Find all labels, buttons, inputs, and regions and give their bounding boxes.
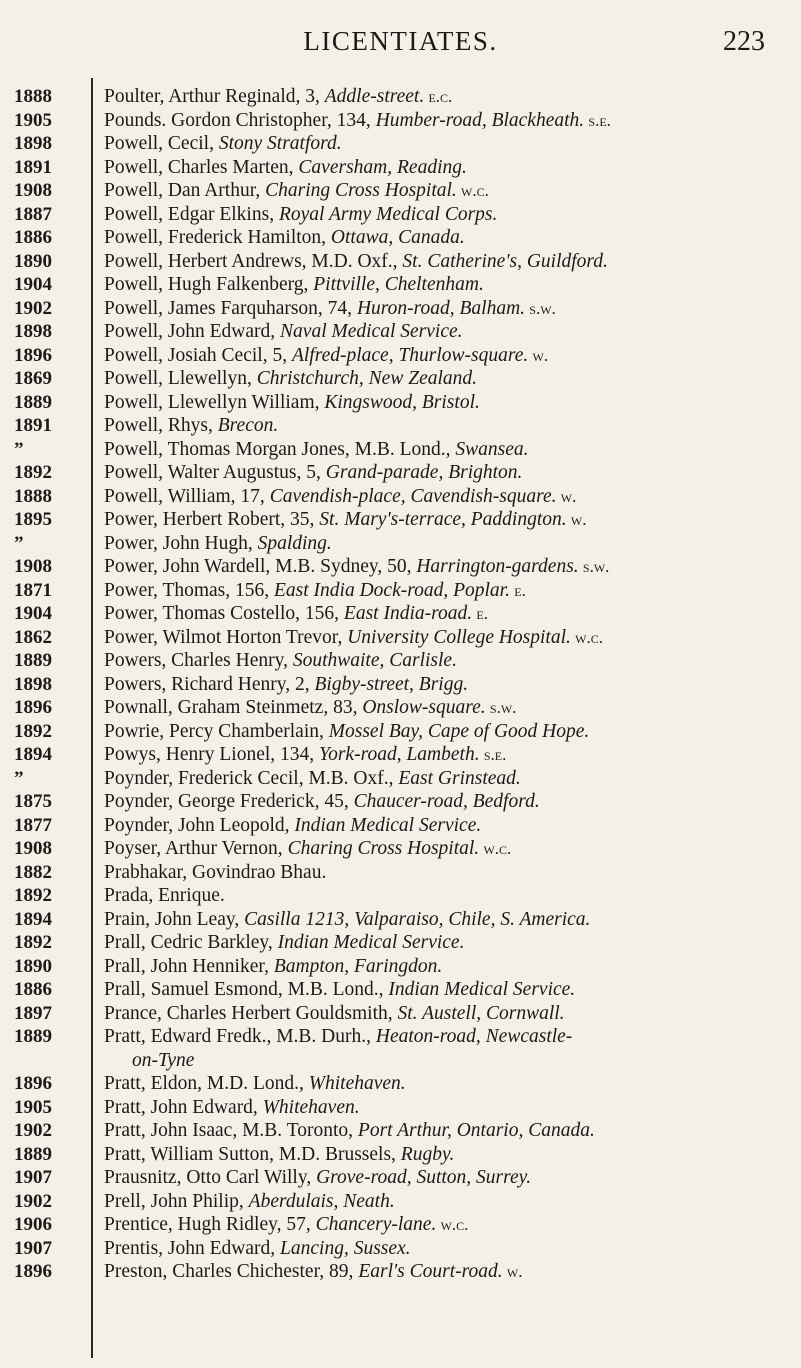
entry-name: Prance, Charles Herbert Gouldsmith, — [104, 1002, 398, 1024]
entry-address-continuation: on-Tyne — [132, 1049, 195, 1071]
list-item — [0, 673, 801, 697]
entry-year: 1875 — [14, 791, 52, 812]
entry-text — [104, 391, 784, 415]
entry-address: Royal Army Medical Corps. — [278, 203, 498, 225]
running-title: LICENTIATES. — [303, 26, 498, 56]
entry-year: 1906 — [14, 1214, 52, 1235]
list-item — [0, 649, 801, 673]
entry-year: 1896 — [14, 1073, 52, 1094]
entry-year: 1907 — [14, 1237, 52, 1259]
entry-name: Powell, Dan Arthur, — [104, 180, 266, 201]
entry-text — [104, 1190, 784, 1214]
entry-text — [104, 226, 784, 250]
entry-year: 1896 — [14, 697, 52, 718]
entry-address: Indian Medical Service. — [388, 979, 576, 1000]
list-item — [0, 931, 801, 955]
list-item — [0, 273, 801, 297]
entry-year: 1897 — [14, 1002, 52, 1024]
entry-year: 1891 — [14, 415, 52, 436]
entry-name: Powrie, Percy Chamberlain, — [104, 720, 329, 742]
entry-name: Power, Herbert Robert, 35, — [104, 509, 320, 530]
entry-address: Grove-road, Sutton, Surrey. — [316, 1167, 532, 1188]
entry-address: Alfred-place, Thurlow-square. — [291, 344, 529, 366]
entry-text — [104, 532, 784, 556]
entry-name: Powers, Charles Henry, — [104, 650, 293, 671]
entry-text — [104, 1096, 784, 1120]
entry-name: Powell, Hugh Falkenberg, — [104, 274, 314, 295]
list-item — [0, 226, 801, 250]
list-item — [0, 508, 801, 532]
entry-year: 1895 — [14, 509, 52, 530]
entry-address: Humber-road, Blackheath. — [375, 109, 585, 131]
entry-address: St. Catherine's, Guildford. — [402, 250, 608, 272]
entry-name: Powell, Rhys, — [104, 415, 218, 436]
entry-address: Indian Medical Service. — [277, 932, 465, 953]
entry-text — [104, 414, 784, 438]
entry-name: Powell, Llewellyn, — [104, 368, 257, 389]
entry-address: Port Arthur, Ontario, Canada. — [357, 1120, 595, 1141]
entry-text — [104, 602, 784, 626]
list-item — [0, 485, 801, 509]
entry-name: Powell, James Farquharson, 74, — [104, 297, 357, 319]
entry-name: Prentice, Hugh Ridley, 57, — [104, 1214, 316, 1235]
list-item — [0, 250, 801, 274]
entry-name: Poynder, Frederick Cecil, M.B. Oxf., — [104, 767, 399, 789]
entry-year: 1902 — [14, 1120, 52, 1141]
entry-year: 1908 — [14, 180, 52, 201]
entry-address: Charing Cross Hospital. — [265, 180, 457, 201]
list-item — [0, 1143, 801, 1167]
entry-name: Powell, Herbert Andrews, M.D. Oxf., — [104, 250, 403, 272]
entry-year: 1871 — [14, 579, 52, 601]
entry-year: 1877 — [14, 814, 52, 836]
list-item — [0, 132, 801, 156]
list-item — [0, 1166, 801, 1190]
entry-name: Pratt, Eldon, M.D. Lond., — [104, 1073, 309, 1094]
entry-text — [104, 203, 784, 227]
entry-address: Christchurch, New Zealand. — [256, 368, 478, 389]
list-item — [0, 861, 801, 885]
list-item — [0, 1096, 801, 1120]
entry-district: w. — [556, 486, 577, 506]
entry-address: Grand-parade, Brighton. — [325, 462, 523, 483]
list-item — [0, 156, 801, 180]
list-item — [0, 461, 801, 485]
entry-address: Aberdulais, Neath. — [248, 1190, 395, 1212]
entry-district: w.c. — [436, 1215, 469, 1234]
list-item — [0, 532, 801, 556]
entry-text — [104, 273, 784, 297]
entry-year: 1898 — [14, 673, 52, 695]
entry-district: s.e. — [584, 110, 611, 130]
entry-year: 1896 — [14, 344, 52, 366]
entry-text — [104, 908, 784, 932]
entry-text — [104, 1072, 784, 1096]
entry-text — [104, 1143, 784, 1167]
entry-district: e. — [509, 580, 526, 600]
entry-name: Powell, Charles Marten, — [104, 156, 299, 178]
entry-name: Power, Thomas, 156, — [104, 579, 275, 601]
entry-year: 1890 — [14, 955, 52, 977]
entry-address: Rugby. — [400, 1143, 455, 1165]
entry-text — [104, 696, 784, 720]
entry-name: Pratt, Edward Fredk., M.B. Durh., — [104, 1026, 376, 1047]
entry-year: 1908 — [14, 556, 52, 577]
entry-name: Powell, Edgar Elkins, — [104, 203, 279, 225]
entry-name: Pratt, William Sutton, M.D. Brussels, — [104, 1143, 401, 1165]
entry-text — [104, 978, 784, 1002]
entry-text — [104, 626, 784, 650]
entry-year: 1889 — [14, 1026, 52, 1047]
entry-address: Pittville, Cheltenham. — [313, 274, 484, 295]
entry-address: Whitehaven. — [262, 1096, 360, 1118]
entry-text — [104, 1260, 784, 1284]
list-item — [0, 1025, 801, 1072]
entry-year: 1902 — [14, 1190, 52, 1212]
entry-text — [104, 461, 784, 485]
entry-district: s.e. — [479, 745, 507, 764]
entry-address: Caversham, Reading. — [298, 156, 467, 178]
entry-district: e.c. — [424, 87, 453, 106]
entry-year: 1888 — [14, 86, 52, 107]
entry-year: ” — [14, 532, 24, 554]
entry-name: Powers, Richard Henry, 2, — [104, 673, 315, 695]
entry-text — [104, 156, 784, 180]
entry-year: 1892 — [14, 462, 52, 483]
entry-address: St. Austell, Cornwall. — [397, 1002, 565, 1024]
entry-text — [104, 250, 784, 274]
list-item — [0, 696, 801, 720]
entry-district: s.w. — [485, 698, 517, 717]
entry-year: 1869 — [14, 368, 52, 389]
entry-address: Whitehaven. — [308, 1073, 406, 1094]
entry-text — [104, 85, 784, 109]
entry-year: 1887 — [14, 203, 52, 225]
list-item — [0, 602, 801, 626]
entry-year: 1904 — [14, 274, 52, 295]
entry-text — [104, 861, 784, 885]
list-item — [0, 344, 801, 368]
list-item — [0, 179, 801, 203]
entry-name: Powell, Josiah Cecil, 5, — [104, 344, 292, 366]
entry-address: Spalding. — [257, 532, 332, 554]
entry-text — [104, 579, 784, 603]
list-item — [0, 837, 801, 861]
entry-year: 1889 — [14, 650, 52, 671]
entry-year: 1892 — [14, 720, 52, 742]
entry-district: w.c. — [479, 839, 512, 858]
entry-address: Chancery-lane. — [315, 1214, 437, 1235]
entry-district: s.w. — [578, 557, 610, 576]
entry-text — [104, 884, 784, 908]
entry-text — [104, 1166, 784, 1190]
entry-text — [104, 320, 784, 344]
entry-text — [104, 814, 784, 838]
entry-name: Pratt, John Isaac, M.B. Toronto, — [104, 1120, 358, 1141]
entry-address: Naval Medical Service. — [280, 321, 463, 342]
entry-year: ” — [14, 438, 24, 460]
entry-address: Chaucer-road, Bedford. — [353, 791, 540, 812]
entry-name: Powell, Cecil, — [104, 133, 219, 154]
list-item — [0, 767, 801, 791]
entry-text — [104, 555, 784, 579]
list-item — [0, 1237, 801, 1261]
entry-name: Prell, John Philip, — [104, 1190, 249, 1212]
list-item — [0, 1119, 801, 1143]
entry-text — [104, 1119, 784, 1143]
entry-text — [104, 485, 784, 509]
entry-year: 1891 — [14, 156, 52, 178]
entry-year: 1890 — [14, 250, 52, 272]
list-item — [0, 1072, 801, 1096]
entry-year: 1894 — [14, 908, 52, 930]
list-item — [0, 85, 801, 109]
entry-address: Bampton, Faringdon. — [273, 955, 443, 977]
entry-text — [104, 297, 784, 321]
list-item — [0, 1190, 801, 1214]
entry-address: Swansea. — [455, 438, 529, 460]
entry-name: Powys, Henry Lionel, 134, — [104, 744, 320, 765]
entry-district: w.c. — [456, 181, 489, 200]
entry-name: Prentis, John Edward, — [104, 1237, 281, 1259]
entry-text — [104, 673, 784, 697]
list-item — [0, 320, 801, 344]
entry-district: w. — [528, 345, 549, 365]
entry-year: 1904 — [14, 603, 52, 624]
entry-address: Huron-road, Balham. — [356, 297, 526, 319]
entry-address: Kingswood, Bristol. — [324, 391, 480, 413]
entry-text — [104, 438, 784, 462]
list-item — [0, 626, 801, 650]
entry-address: East Grinstead. — [398, 767, 521, 789]
entry-year: 1905 — [14, 109, 52, 131]
entry-name: Powell, Walter Augustus, 5, — [104, 462, 326, 483]
list-item — [0, 978, 801, 1002]
entry-address: St. Mary's-terrace, Paddington. — [319, 509, 567, 530]
entry-year: 1886 — [14, 979, 52, 1000]
list-item — [0, 884, 801, 908]
list-item — [0, 1260, 801, 1284]
entry-name: Powell, Llewellyn William, — [104, 391, 325, 413]
entry-address: East India Dock-road, Poplar. — [274, 579, 510, 601]
page-number: 223 — [723, 26, 765, 57]
entry-text — [104, 344, 784, 368]
entry-name: Prall, Cedric Barkley, — [104, 932, 278, 953]
entry-address: Ottawa, Canada. — [330, 227, 465, 248]
entry-address: York-road, Lambeth. — [319, 744, 480, 765]
entry-name: Prain, John Leay, — [104, 908, 245, 930]
entry-district: w. — [502, 1262, 523, 1281]
list-item — [0, 109, 801, 133]
entry-name: Powell, William, 17, — [104, 485, 270, 507]
list-item — [0, 555, 801, 579]
entry-name: Powell, John Edward, — [104, 321, 281, 342]
entry-name: Prabhakar, Govindrao Bhau. — [104, 861, 327, 883]
entry-text — [104, 767, 784, 791]
entry-address: Lancing, Sussex. — [280, 1237, 411, 1259]
entry-address: Mossel Bay, Cape of Good Hope. — [328, 720, 590, 742]
entry-name: Power, John Hugh, — [104, 532, 258, 554]
entry-text — [104, 720, 784, 744]
entry-text — [104, 1237, 784, 1261]
entry-address: Stony Stratford. — [218, 133, 342, 154]
entry-text — [104, 743, 784, 767]
entry-address: Charing Cross Hospital. — [287, 838, 480, 859]
entry-text — [104, 790, 784, 814]
entry-text — [104, 931, 784, 955]
entry-name: Poynder, George Frederick, 45, — [104, 791, 354, 812]
entry-text — [104, 1025, 784, 1049]
list-item — [0, 203, 801, 227]
list-item — [0, 1213, 801, 1237]
list-item — [0, 743, 801, 767]
entry-name: Pownall, Graham Steinmetz, 83, — [104, 697, 363, 718]
list-item — [0, 579, 801, 603]
entry-address: Brecon. — [217, 415, 279, 436]
entry-address: East India-road. — [343, 603, 473, 624]
entry-name: Power, John Wardell, M.B. Sydney, 50, — [104, 556, 417, 577]
entry-name: Powell, Frederick Hamilton, — [104, 227, 331, 248]
entry-year: 1907 — [14, 1167, 52, 1188]
entry-district: w. — [566, 510, 587, 529]
page-header — [0, 22, 801, 62]
entry-text — [104, 132, 784, 156]
entry-district: s.w. — [525, 298, 556, 318]
entry-year: 1902 — [14, 297, 52, 319]
entry-district: e. — [472, 604, 488, 623]
entry-address: Harrington-gardens. — [416, 556, 579, 577]
entry-year: 1889 — [14, 391, 52, 413]
entry-year: 1862 — [14, 626, 52, 648]
entry-text — [104, 649, 784, 673]
entry-text — [104, 367, 784, 391]
entry-address: University College Hospital. — [347, 626, 571, 648]
entry-year: 1908 — [14, 838, 52, 859]
entry-address: Onslow-square. — [362, 697, 486, 718]
list-item — [0, 438, 801, 462]
entry-name: Power, Thomas Costello, 156, — [104, 603, 344, 624]
entry-year: 1894 — [14, 744, 52, 765]
entry-year: 1888 — [14, 485, 52, 507]
entry-name: Power, Wilmot Horton Trevor, — [104, 626, 348, 648]
entry-address: Indian Medical Service. — [294, 814, 482, 836]
entry-name: Pounds. Gordon Christopher, 134, — [104, 109, 376, 131]
entry-year: 1905 — [14, 1096, 52, 1118]
entry-district: w.c. — [570, 627, 603, 647]
entry-name: Poulter, Arthur Reginald, 3, — [104, 86, 325, 107]
entry-year: 1886 — [14, 227, 52, 248]
entry-text — [104, 1002, 784, 1026]
entries-list — [0, 85, 801, 1284]
entry-address: Southwaite, Carlisle. — [292, 650, 457, 671]
entry-year: 1892 — [14, 932, 52, 953]
entry-year: 1898 — [14, 321, 52, 342]
list-item — [0, 414, 801, 438]
list-item — [0, 814, 801, 838]
entry-address: Earl's Court-road. — [358, 1261, 503, 1282]
entry-text — [104, 508, 784, 532]
entry-name: Poyser, Arthur Vernon, — [104, 838, 288, 859]
entry-text — [104, 109, 784, 133]
entry-name: Powell, Thomas Morgan Jones, M.B. Lond., — [104, 438, 456, 460]
entry-address: Bigby-street, Brigg. — [314, 673, 469, 695]
list-item — [0, 790, 801, 814]
entry-year: 1889 — [14, 1143, 52, 1165]
entry-address: Casilla 1213, Valparaiso, Chile, S. America. — [244, 908, 591, 930]
entry-address: Heaton-road, Newcastle- — [375, 1026, 573, 1047]
entry-address: Addle-street. — [324, 86, 425, 107]
entry-year: ” — [14, 767, 24, 789]
entry-year: 1898 — [14, 133, 52, 154]
entry-text — [104, 837, 784, 861]
entry-name: Prall, Samuel Esmond, M.B. Lond., — [104, 979, 389, 1000]
entry-address: Cavendish-place, Cavendish-square. — [269, 485, 557, 507]
entry-text — [104, 179, 784, 203]
list-item — [0, 720, 801, 744]
entry-year: 1892 — [14, 885, 52, 906]
entry-name: Poynder, John Leopold, — [104, 814, 295, 836]
entry-text — [104, 955, 784, 979]
list-item — [0, 908, 801, 932]
list-item — [0, 1002, 801, 1026]
list-item — [0, 367, 801, 391]
list-item — [0, 955, 801, 979]
entry-text — [104, 1213, 784, 1237]
entry-name: Prada, Enrique. — [104, 885, 225, 906]
entry-name: Pratt, John Edward, — [104, 1096, 263, 1118]
entry-year: 1896 — [14, 1261, 52, 1282]
entry-year: 1882 — [14, 861, 52, 883]
entry-name: Prall, John Henniker, — [104, 955, 274, 977]
entry-name: Preston, Charles Chichester, 89, — [104, 1261, 359, 1282]
list-item — [0, 391, 801, 415]
entry-name: Prausnitz, Otto Carl Willy, — [104, 1167, 317, 1188]
list-item — [0, 297, 801, 321]
